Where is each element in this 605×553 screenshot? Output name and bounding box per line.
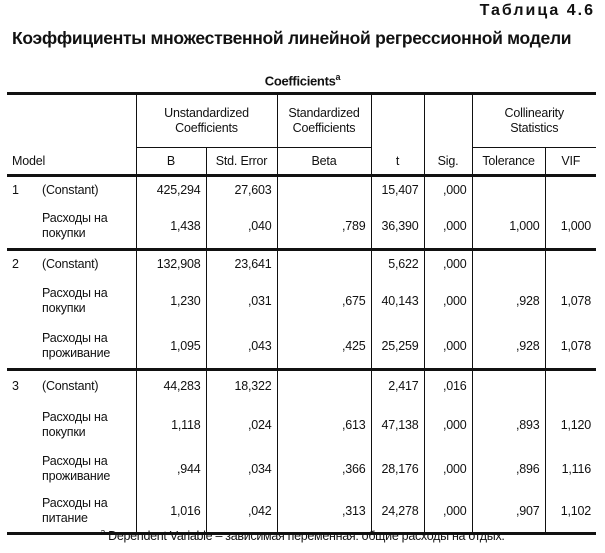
header-unstandardized-line1: Unstandardized — [164, 106, 249, 120]
b-cell: 44,283 — [136, 370, 206, 402]
beta-cell: ,675 — [277, 278, 371, 324]
table-footnote — [0, 527, 605, 543]
coefficients-body — [7, 176, 596, 534]
table-row — [7, 176, 596, 204]
header-sig-spacer — [424, 94, 472, 148]
std-error-cell: ,042 — [206, 490, 277, 534]
header-row-columns — [7, 148, 596, 176]
tolerance-cell — [472, 370, 545, 402]
b-cell: ,944 — [136, 448, 206, 490]
vif-cell: 1,116 — [545, 448, 596, 490]
predictor-label-line: проживание — [42, 468, 111, 483]
header-row-groups — [7, 94, 596, 148]
footnote-marker: a — [100, 527, 106, 537]
predictor-label-line: Расходы на — [42, 409, 108, 424]
coefficients-table — [7, 92, 596, 535]
header-tolerance: Tolerance — [472, 148, 545, 176]
table-row — [7, 448, 596, 490]
sig-cell: ,000 — [424, 324, 472, 370]
table-row — [7, 204, 596, 250]
beta-cell: ,789 — [277, 204, 371, 250]
vif-cell — [545, 250, 596, 278]
vif-cell: 1,000 — [545, 204, 596, 250]
header-vif: VIF — [545, 148, 596, 176]
model-number-cell — [7, 448, 37, 490]
table-number-label: Таблица 4.6 — [479, 2, 595, 19]
beta-cell: ,613 — [277, 402, 371, 448]
predictor-label-line: питание — [42, 510, 88, 525]
vif-cell: 1,102 — [545, 490, 596, 534]
predictor-label-line: (Constant) — [42, 256, 99, 271]
beta-cell: ,425 — [277, 324, 371, 370]
std-error-cell: 27,603 — [206, 176, 277, 204]
b-cell: 1,438 — [136, 204, 206, 250]
tolerance-cell: ,928 — [472, 324, 545, 370]
predictor-label-line: (Constant) — [42, 378, 99, 393]
predictor-label-line: покупки — [42, 300, 86, 315]
tolerance-cell: ,896 — [472, 448, 545, 490]
tolerance-cell — [472, 250, 545, 278]
t-cell: 24,278 — [371, 490, 424, 534]
beta-cell — [277, 176, 371, 204]
model-number-cell: 3 — [12, 379, 19, 394]
std-error-cell: ,040 — [206, 204, 277, 250]
tolerance-cell: 1,000 — [472, 204, 545, 250]
beta-cell — [277, 370, 371, 402]
predictor-label-line: (Constant) — [42, 182, 99, 197]
model-number-cell — [7, 278, 37, 324]
beta-cell: ,313 — [277, 490, 371, 534]
sig-cell: ,000 — [424, 278, 472, 324]
t-cell: 40,143 — [371, 278, 424, 324]
header-unstandardized-group — [136, 94, 277, 148]
header-t: t — [371, 148, 424, 176]
header-unstandardized-line2: Coefficients — [175, 121, 238, 135]
sig-cell: ,000 — [424, 204, 472, 250]
predictor-label-line: Расходы на — [42, 495, 108, 510]
predictor-cell — [37, 176, 136, 204]
table-row — [7, 250, 596, 278]
t-cell: 15,407 — [371, 176, 424, 204]
std-error-cell: ,031 — [206, 278, 277, 324]
vif-cell: 1,078 — [545, 324, 596, 370]
std-error-cell: 18,322 — [206, 370, 277, 402]
model-number-cell: 1 — [12, 183, 19, 198]
table-row — [7, 370, 596, 402]
t-cell: 36,390 — [371, 204, 424, 250]
header-beta: Beta — [277, 148, 371, 176]
predictor-cell — [37, 402, 136, 448]
footnote-text: Dependent Variable – зависимая переменная: общие расходы на отдых. — [108, 529, 505, 544]
header-standardized-line2: Coefficients — [292, 121, 356, 135]
predictor-cell — [37, 324, 136, 370]
sig-cell: ,000 — [424, 448, 472, 490]
b-cell: 1,016 — [136, 490, 206, 534]
model-number-cell: 2 — [12, 257, 19, 272]
sig-cell: ,000 — [424, 490, 472, 534]
std-error-cell: ,034 — [206, 448, 277, 490]
header-t-spacer — [371, 94, 424, 148]
predictor-cell — [37, 250, 136, 278]
t-cell: 28,176 — [371, 448, 424, 490]
header-b: B — [136, 148, 206, 176]
table-row — [7, 402, 596, 448]
header-standardized-line1: Standardized — [288, 106, 360, 120]
predictor-cell — [37, 448, 136, 490]
t-cell: 2,417 — [371, 370, 424, 402]
sig-cell: ,016 — [424, 370, 472, 402]
model-number-cell — [7, 324, 37, 370]
predictor-label-line: покупки — [42, 225, 86, 240]
beta-cell: ,366 — [277, 448, 371, 490]
tolerance-cell — [472, 176, 545, 204]
predictor-cell — [37, 278, 136, 324]
table-caption — [0, 72, 605, 88]
predictor-label-line: Расходы на — [42, 210, 108, 225]
t-cell: 5,622 — [371, 250, 424, 278]
predictor-cell — [37, 370, 136, 402]
model-number-cell — [7, 402, 37, 448]
tolerance-cell: ,893 — [472, 402, 545, 448]
predictor-label-line: Расходы на — [42, 330, 108, 345]
header-collinearity-group — [472, 94, 596, 148]
b-cell: 1,095 — [136, 324, 206, 370]
table-row — [7, 324, 596, 370]
vif-cell — [545, 176, 596, 204]
vif-cell — [545, 370, 596, 402]
sig-cell: ,000 — [424, 402, 472, 448]
predictor-cell — [37, 204, 136, 250]
caption-text: Coefficients — [264, 73, 336, 89]
t-cell: 25,259 — [371, 324, 424, 370]
header-collinearity-line1: Collinearity — [504, 106, 564, 120]
sig-cell: ,000 — [424, 250, 472, 278]
b-cell: 425,294 — [136, 176, 206, 204]
t-cell: 47,138 — [371, 402, 424, 448]
predictor-label-line: проживание — [42, 345, 111, 360]
tolerance-cell: ,907 — [472, 490, 545, 534]
predictor-label-line: Расходы на — [42, 453, 108, 468]
header-collinearity-line2: Statistics — [510, 121, 559, 135]
sig-cell: ,000 — [424, 176, 472, 204]
predictor-label-line: покупки — [42, 424, 86, 439]
vif-cell: 1,120 — [545, 402, 596, 448]
header-sig: Sig. — [424, 148, 472, 176]
page-title: Коэффициенты множественной линейной регрессионной модели — [12, 28, 572, 48]
beta-cell — [277, 250, 371, 278]
model-number-cell — [7, 204, 37, 250]
header-std-error: Std. Error — [206, 148, 277, 176]
b-cell: 1,118 — [136, 402, 206, 448]
predictor-label-line: Расходы на — [42, 285, 108, 300]
vif-cell: 1,078 — [545, 278, 596, 324]
b-cell: 132,908 — [136, 250, 206, 278]
header-model-spacer — [7, 94, 136, 148]
std-error-cell: ,043 — [206, 324, 277, 370]
table-row — [7, 278, 596, 324]
header-standardized-group — [277, 94, 371, 148]
caption-footnote-marker: a — [335, 72, 341, 82]
std-error-cell: ,024 — [206, 402, 277, 448]
b-cell: 1,230 — [136, 278, 206, 324]
std-error-cell: 23,641 — [206, 250, 277, 278]
header-model: Model — [7, 148, 136, 176]
tolerance-cell: ,928 — [472, 278, 545, 324]
